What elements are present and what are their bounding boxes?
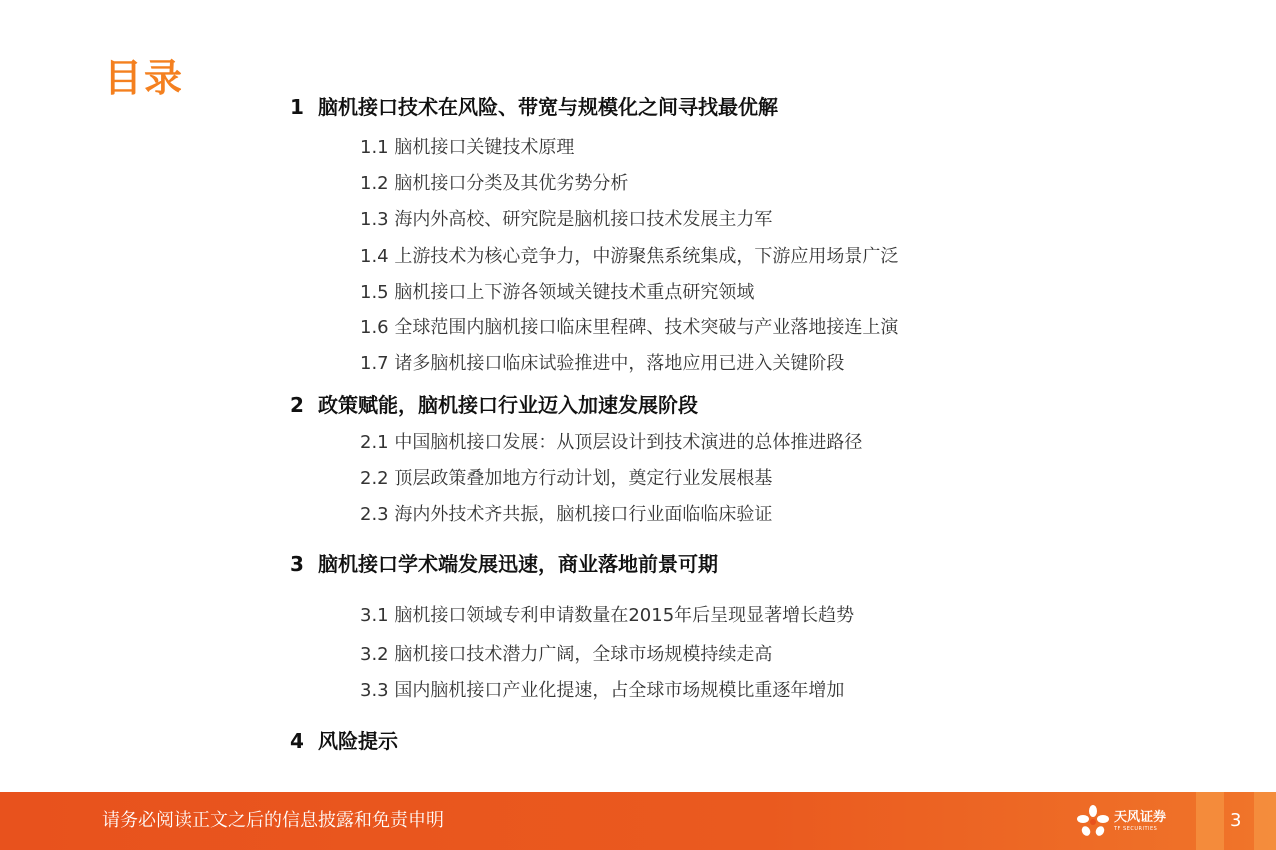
toc-item-3-1[interactable]: 3.1 脑机接口领域专利申请数量在2015年后呈现显著增长趋势: [360, 605, 855, 626]
toc-section-number: 3: [290, 552, 304, 576]
toc-section-4[interactable]: [290, 728, 398, 754]
toc-item-2-2[interactable]: 2.2 顶层政策叠加地方行动计划，奠定行业发展根基: [360, 468, 773, 489]
toc-item-1-7[interactable]: 1.7 诸多脑机接口临床试验推进中，落地应用已进入关键阶段: [360, 353, 845, 374]
toc-section-label: 政策赋能，脑机接口行业迈入加速发展阶段: [318, 393, 698, 417]
toc-section-label: 脑机接口技术在风险、带宽与规模化之间寻找最优解: [318, 95, 778, 119]
toc-item-1-2[interactable]: 1.2 脑机接口分类及其优劣势分析: [360, 173, 629, 194]
toc-section-number: 2: [290, 393, 304, 417]
toc-item-2-1[interactable]: 2.1 中国脑机接口发展：从顶层设计到技术演进的总体推进路径: [360, 432, 863, 453]
toc-item-1-4[interactable]: 1.4 上游技术为核心竞争力，中游聚焦系统集成，下游应用场景广泛: [360, 246, 899, 267]
toc-item-1-3[interactable]: 1.3 海内外高校、研究院是脑机接口技术发展主力军: [360, 209, 773, 230]
toc-section-label: 脑机接口学术端发展迅速，商业落地前景可期: [318, 552, 718, 576]
toc-item-1-6[interactable]: 1.6 全球范围内脑机接口临床里程碑、技术突破与产业落地接连上演: [360, 317, 899, 338]
toc-item-3-2[interactable]: 3.2 脑机接口技术潜力广阔，全球市场规模持续走高: [360, 644, 773, 665]
toc-section-3[interactable]: [290, 551, 718, 577]
page-number: 3: [1230, 810, 1242, 831]
toc-section-1[interactable]: [290, 94, 778, 120]
footer-decoration: [1196, 792, 1224, 850]
toc-section-number: 1: [290, 95, 304, 119]
company-logo: [1076, 804, 1166, 838]
toc-item-1-5[interactable]: 1.5 脑机接口上下游各领域关键技术重点研究领域: [360, 282, 755, 303]
toc-section-2[interactable]: [290, 392, 698, 418]
logo-chinese-name: 天风证券: [1114, 809, 1167, 825]
toc-item-3-3[interactable]: 3.3 国内脑机接口产业化提速，占全球市场规模比重逐年增加: [360, 680, 845, 701]
footer-bar: [0, 792, 1276, 850]
logo-english-name: TF SECURITIES: [1114, 825, 1158, 832]
flower-logo-icon: [1076, 804, 1110, 838]
footer-decoration: [1254, 792, 1276, 850]
disclaimer-link[interactable]: 请务必阅读正文之后的信息披露和免责申明: [102, 810, 444, 831]
toc-item-1-1[interactable]: 1.1 脑机接口关键技术原理: [360, 137, 575, 158]
toc-section-label: 风险提示: [318, 729, 398, 753]
toc-item-2-3[interactable]: 2.3 海内外技术齐共振，脑机接口行业面临临床验证: [360, 504, 773, 525]
toc-section-number: 4: [290, 729, 304, 753]
page-title: 目录: [104, 56, 185, 100]
